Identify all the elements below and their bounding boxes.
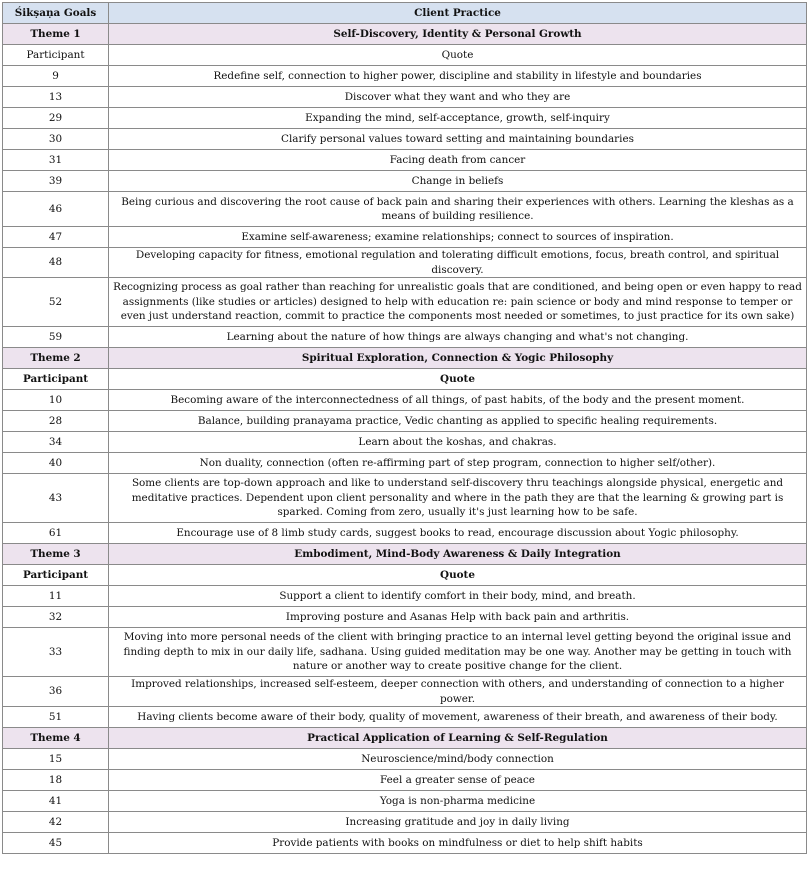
participant-id: 31 bbox=[3, 150, 109, 171]
header-goals: Śikṣaṇa Goals bbox=[3, 3, 109, 24]
quote-cell: Provide patients with books on mindfulness or diet to help shift habits bbox=[109, 833, 807, 854]
goals-table bbox=[2, 2, 807, 854]
quote-cell: Being curious and discovering the root cause of back pain and sharing their experiences with others. Learning the kleshas as a means of building resilience. bbox=[109, 192, 807, 227]
table-row bbox=[3, 607, 807, 628]
participant-id: 15 bbox=[3, 749, 109, 770]
participant-id: 47 bbox=[3, 227, 109, 248]
quote-label: Quote bbox=[109, 45, 807, 66]
theme-title: Spiritual Exploration, Connection & Yogic Philosophy bbox=[109, 348, 807, 369]
table-row bbox=[3, 278, 807, 327]
quote-cell: Yoga is non-pharma medicine bbox=[109, 791, 807, 812]
quote-cell: Having clients become aware of their body, quality of movement, awareness of their breath, and awareness of their body. bbox=[109, 707, 807, 728]
quote-cell: Feel a greater sense of peace bbox=[109, 770, 807, 791]
participant-id: 42 bbox=[3, 812, 109, 833]
participant-id: 41 bbox=[3, 791, 109, 812]
quote-cell: Change in beliefs bbox=[109, 171, 807, 192]
table-row bbox=[3, 411, 807, 432]
participant-id: 9 bbox=[3, 66, 109, 87]
participant-id: 28 bbox=[3, 411, 109, 432]
participant-id: 36 bbox=[3, 677, 109, 707]
table-row bbox=[3, 192, 807, 227]
table-row bbox=[3, 707, 807, 728]
participant-id: 18 bbox=[3, 770, 109, 791]
theme-label: Theme 3 bbox=[3, 544, 109, 565]
table-row bbox=[3, 108, 807, 129]
theme-row bbox=[3, 544, 807, 565]
quote-cell: Moving into more personal needs of the client with bringing practice to an internal level getting beyond the original issue and finding depth to mix in our daily life, sadhana. Using guided meditation may be one way. Another may be getting in touch with nature or another way to create positive change for the client. bbox=[109, 628, 807, 677]
quote-cell: Increasing gratitude and joy in daily living bbox=[109, 812, 807, 833]
participant-label: Participant bbox=[3, 565, 109, 586]
quote-label: Quote bbox=[109, 565, 807, 586]
participant-id: 11 bbox=[3, 586, 109, 607]
table-row bbox=[3, 677, 807, 707]
participant-id: 48 bbox=[3, 248, 109, 278]
quote-cell: Encourage use of 8 limb study cards, suggest books to read, encourage discussion about Yogic philosophy. bbox=[109, 523, 807, 544]
table-row bbox=[3, 749, 807, 770]
participant-id: 40 bbox=[3, 453, 109, 474]
participant-id: 30 bbox=[3, 129, 109, 150]
table-row bbox=[3, 770, 807, 791]
participant-id: 13 bbox=[3, 87, 109, 108]
participant-label: Participant bbox=[3, 369, 109, 390]
participant-id: 52 bbox=[3, 278, 109, 327]
participant-id: 34 bbox=[3, 432, 109, 453]
theme-row bbox=[3, 348, 807, 369]
theme-label: Theme 2 bbox=[3, 348, 109, 369]
quote-cell: Balance, building pranayama practice, Vedic chanting as applied to specific healing requirements. bbox=[109, 411, 807, 432]
participant-id: 43 bbox=[3, 474, 109, 523]
theme-row bbox=[3, 24, 807, 45]
quote-cell: Learning about the nature of how things are always changing and what's not changing. bbox=[109, 327, 807, 348]
table-row bbox=[3, 474, 807, 523]
table-row bbox=[3, 586, 807, 607]
quote-cell: Support a client to identify comfort in their body, mind, and breath. bbox=[109, 586, 807, 607]
quote-cell: Improving posture and Asanas Help with back pain and arthritis. bbox=[109, 607, 807, 628]
subheader-row bbox=[3, 369, 807, 390]
participant-id: 45 bbox=[3, 833, 109, 854]
participant-label: Participant bbox=[3, 45, 109, 66]
table-row bbox=[3, 523, 807, 544]
quote-cell: Expanding the mind, self-acceptance, growth, self-inquiry bbox=[109, 108, 807, 129]
quote-cell: Neuroscience/mind/body connection bbox=[109, 749, 807, 770]
quote-cell: Recognizing process as goal rather than reaching for unrealistic goals that are conditioned, and being open or even happy to read assignments (like studies or articles) designed to help with education re: pain science or body and mind response to temper or even just understand reaction, commit to practice the components most needed or sometimes, to just practice for its own sake) bbox=[109, 278, 807, 327]
table-row bbox=[3, 812, 807, 833]
table-row bbox=[3, 628, 807, 677]
theme-row bbox=[3, 728, 807, 749]
theme-title: Self-Discovery, Identity & Personal Growth bbox=[109, 24, 807, 45]
participant-id: 46 bbox=[3, 192, 109, 227]
quote-cell: Learn about the koshas, and chakras. bbox=[109, 432, 807, 453]
quote-cell: Facing death from cancer bbox=[109, 150, 807, 171]
participant-id: 39 bbox=[3, 171, 109, 192]
quote-cell: Some clients are top-down approach and like to understand self-discovery thru teachings alongside physical, energetic and meditative practices. Dependent upon client personality and where in the path they are that the learning & growing part is sparked. Coming from zero, usually it's just learning how to be safe. bbox=[109, 474, 807, 523]
quote-cell: Non duality, connection (often re-affirming part of step program, connection to higher self/other). bbox=[109, 453, 807, 474]
participant-id: 59 bbox=[3, 327, 109, 348]
participant-id: 10 bbox=[3, 390, 109, 411]
table-row bbox=[3, 248, 807, 278]
theme-title: Practical Application of Learning & Self-Regulation bbox=[109, 728, 807, 749]
participant-id: 32 bbox=[3, 607, 109, 628]
table-row bbox=[3, 171, 807, 192]
table-header-row bbox=[3, 3, 807, 24]
subheader-row bbox=[3, 565, 807, 586]
participant-id: 51 bbox=[3, 707, 109, 728]
header-client-practice: Client Practice bbox=[109, 3, 807, 24]
participant-id: 61 bbox=[3, 523, 109, 544]
participant-id: 29 bbox=[3, 108, 109, 129]
subheader-row bbox=[3, 45, 807, 66]
table-row bbox=[3, 453, 807, 474]
quote-cell: Improved relationships, increased self-esteem, deeper connection with others, and understanding of connection to a higher power. bbox=[109, 677, 807, 707]
theme-label: Theme 4 bbox=[3, 728, 109, 749]
table-row bbox=[3, 129, 807, 150]
quote-label: Quote bbox=[109, 369, 807, 390]
table-row bbox=[3, 66, 807, 87]
quote-cell: Discover what they want and who they are bbox=[109, 87, 807, 108]
participant-id: 33 bbox=[3, 628, 109, 677]
quote-cell: Examine self-awareness; examine relationships; connect to sources of inspiration. bbox=[109, 227, 807, 248]
theme-title: Embodiment, Mind-Body Awareness & Daily Integration bbox=[109, 544, 807, 565]
table-row bbox=[3, 227, 807, 248]
table-row bbox=[3, 390, 807, 411]
quote-cell: Redefine self, connection to higher power, discipline and stability in lifestyle and boundaries bbox=[109, 66, 807, 87]
theme-label: Theme 1 bbox=[3, 24, 109, 45]
table-row bbox=[3, 791, 807, 812]
table-row bbox=[3, 87, 807, 108]
quote-cell: Becoming aware of the interconnectedness of all things, of past habits, of the body and the present moment. bbox=[109, 390, 807, 411]
table-row bbox=[3, 327, 807, 348]
table-row bbox=[3, 833, 807, 854]
quote-cell: Developing capacity for fitness, emotional regulation and tolerating difficult emotions, focus, breath control, and spiritual discovery. bbox=[109, 248, 807, 278]
table-row bbox=[3, 432, 807, 453]
table-row bbox=[3, 150, 807, 171]
quote-cell: Clarify personal values toward setting and maintaining boundaries bbox=[109, 129, 807, 150]
